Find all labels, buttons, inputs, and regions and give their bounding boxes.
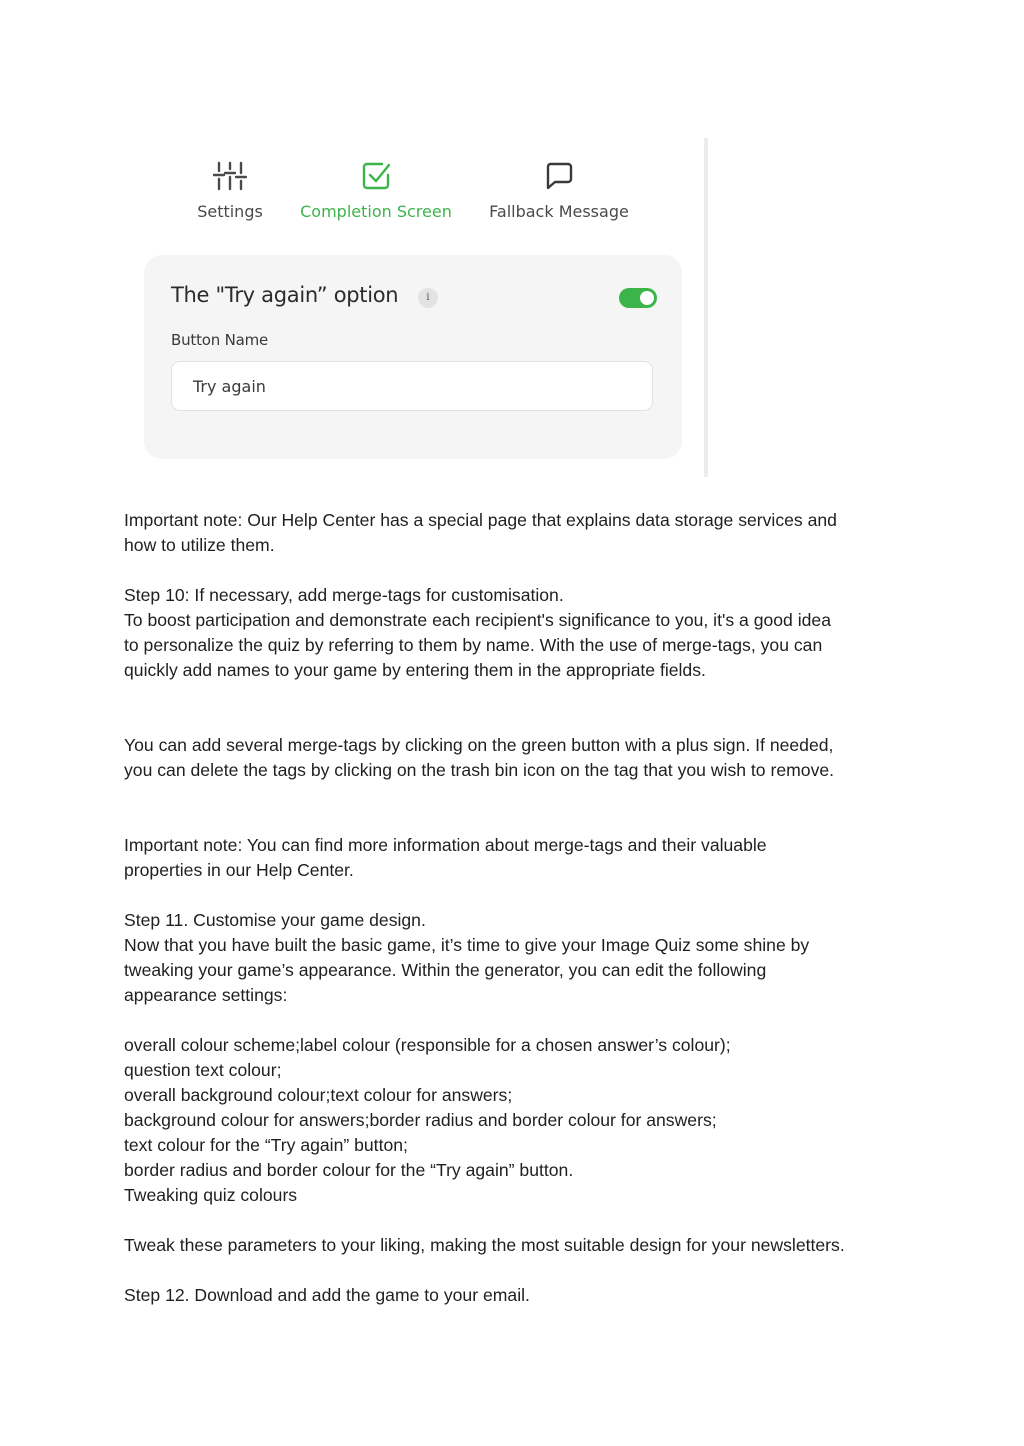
step10-line: quickly add names to your game by entering them in the appropriate fields. [124, 660, 706, 680]
tweak-line: Tweak these parameters to your liking, making the most suitable design for your newsletters. [124, 1235, 845, 1255]
appearance-list-item: background colour for answers;border radius and border colour for answers; [124, 1110, 717, 1130]
step11-line: Now that you have built the basic game, it’s time to give your Image Quiz some shine by [124, 935, 810, 955]
try-again-option-card [144, 255, 682, 459]
step11-line: appearance settings: [124, 985, 288, 1005]
step11-heading: Step 11. Customise your game design. [124, 910, 426, 930]
step10-heading: Step 10: If necessary, add merge-tags for customisation. [124, 585, 564, 605]
merge-tags-line: you can delete the tags by clicking on the trash bin icon on the tag that you wish to remove. [124, 760, 835, 780]
appearance-list-item: overall colour scheme;label colour (responsible for a chosen answer’s colour); [124, 1035, 731, 1055]
note1-line: Important note: Our Help Center has a special page that explains data storage services and [124, 510, 837, 530]
appearance-list-item: question text colour; [124, 1060, 282, 1080]
tab-completion-screen[interactable] [295, 160, 457, 221]
note2-line: properties in our Help Center. [124, 860, 354, 880]
tab-label-fallback-message: Fallback Message [489, 202, 629, 221]
appearance-list-item: border radius and border colour for the “Try again” button. [124, 1160, 574, 1180]
merge-tags-line: You can add several merge-tags by clicking on the green button with a plus sign. If needed, [124, 735, 834, 755]
document-body [124, 508, 914, 1308]
button-name-input[interactable] [171, 361, 653, 411]
panel-divider [704, 138, 708, 477]
button-name-label: Button Name [171, 331, 269, 349]
appearance-list-item: text colour for the “Try again” button; [124, 1135, 408, 1155]
checkbox-icon [360, 160, 392, 192]
note1-line: how to utilize them. [124, 535, 275, 555]
tab-label-settings: Settings [197, 202, 263, 221]
message-square-icon [543, 160, 575, 192]
step11-line: tweaking your game’s appearance. Within the generator, you can edit the following [124, 960, 767, 980]
note2-line: Important note: You can find more information about merge-tags and their valuable [124, 835, 767, 855]
try-again-title: The "Try again” option [171, 283, 399, 307]
tab-settings[interactable] [190, 160, 270, 221]
step10-line: To boost participation and demonstrate each recipient's significance to you, it's a good idea [124, 610, 831, 630]
appearance-list-item: overall background colour;text colour for answers; [124, 1085, 513, 1105]
sliders-icon [213, 160, 247, 192]
tab-fallback-message[interactable] [482, 160, 636, 221]
tab-label-completion-screen: Completion Screen [300, 202, 452, 221]
quiz-editor-screenshot [140, 138, 712, 478]
try-again-toggle[interactable] [619, 288, 657, 308]
step10-line: to personalize the quiz by referring to them by name. With the use of merge-tags, you can [124, 635, 823, 655]
info-icon[interactable]: i [418, 288, 438, 308]
step12-heading: Step 12. Download and add the game to your email. [124, 1285, 530, 1305]
toggle-knob [640, 291, 654, 305]
appearance-list-item: Tweaking quiz colours [124, 1185, 298, 1205]
